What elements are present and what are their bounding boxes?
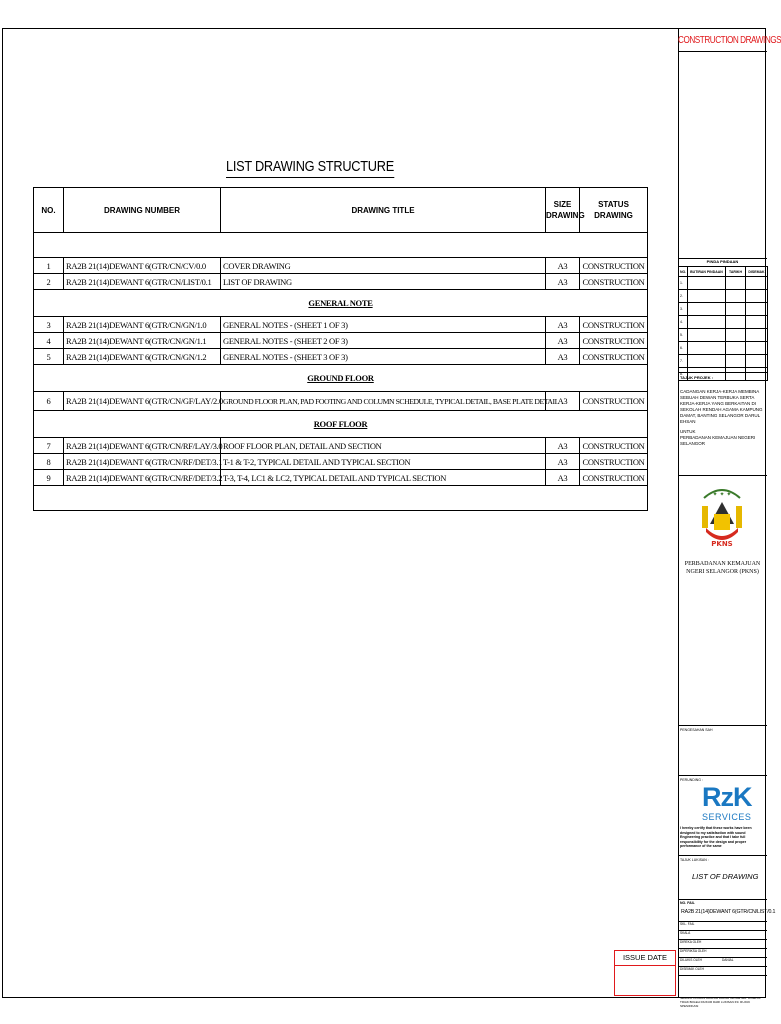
row-size: A3 <box>546 349 580 365</box>
blank-cell <box>34 486 648 511</box>
row-title: GENERAL NOTES - (SHEET 3 OF 3) <box>221 349 546 365</box>
section-label: GENERAL NOTE <box>308 298 373 308</box>
table-row <box>34 392 648 411</box>
row-title: T-3, T-4, LC1 & LC2, TYPICAL DETAIL AND TYPICAL SECTION <box>221 470 546 486</box>
row-number: RA2B 21(14)DEWANT 6(GTR/CN/RF/DET/3.1 <box>64 454 221 470</box>
drawing-number-block <box>678 900 776 922</box>
section-label: ROOF FLOOR <box>313 419 368 429</box>
section-roof-floor <box>34 411 648 438</box>
row-size: A3 <box>546 258 580 274</box>
table-row <box>34 274 648 290</box>
revision-row <box>679 329 768 342</box>
rev-col-desc: BUTIRAN PINDAAN <box>688 267 726 277</box>
revision-row <box>679 342 768 355</box>
row-title: GENERAL NOTES - (SHEET 2 OF 3) <box>221 333 546 349</box>
row-no: 5 <box>34 349 64 365</box>
table-row <box>34 454 648 470</box>
table-row <box>34 470 648 486</box>
row-number: RA2B 21(14)DEWANT 6(GTR/CN/CV/0.0 <box>64 258 221 274</box>
footer-note: SEGALA UKURAN ADALAH DALAM MILIMETER. DIMENSI TIDAK BOLEH DIUKUR DARI LUKISAN INI. RUJUK SPESIFIKASI <box>680 996 761 1008</box>
row-number: RA2B 21(14)DEWANT 6(GTR/CN/GN/1.0 <box>64 317 221 333</box>
meta-row <box>678 922 767 931</box>
meta-label: DIPERIKSA OLEH <box>680 949 707 953</box>
table-row <box>34 438 648 454</box>
project-description: CADANGAN KERJA-KERJA MEMBINA SEBUAH DEWAN TERBUKA SERTA KERJA-KERJA YANG BERKAITAN DI SEKOLAH RENDAH AGAMA KAMPUNG DAMAT, BANTING SELANGOR DARUL EHSAN <box>680 389 763 424</box>
row-title: GENERAL NOTES - (SHEET 1 OF 3) <box>221 317 546 333</box>
certify-text: I hereby certify that these works have been designed to my satisfaction with sound Engineering practice and that I take full responsibility for the design and proper performance of the same <box>680 826 752 848</box>
blank-row <box>34 486 648 511</box>
drawing-name: LIST OF DRAWING <box>692 872 759 881</box>
row-no: 6 <box>34 392 64 411</box>
rev-col-date: TARIKH <box>726 267 746 277</box>
row-status: CONSTRUCTION <box>580 438 648 454</box>
row-size: A3 <box>546 274 580 290</box>
meta-row <box>678 967 767 976</box>
title-block <box>678 29 781 1008</box>
rev-no: 1. <box>679 277 688 290</box>
row-status: CONSTRUCTION <box>580 274 648 290</box>
header-status-line1: STATUS <box>598 200 629 209</box>
revision-heading: PINDA PINDAAN <box>706 259 739 264</box>
table-row <box>34 333 648 349</box>
meta-row <box>678 940 767 949</box>
row-number: RA2B 21(14)DEWANT 6(GTR/CN/LIST/0.1 <box>64 274 221 290</box>
row-size: A3 <box>546 454 580 470</box>
tajuk-lukisan-label: TAJUK LUKISAN : <box>680 858 709 862</box>
pengesahan-label: PENGESAHAN SAH <box>680 728 713 732</box>
header-no: NO. <box>34 188 64 233</box>
revision-row <box>679 277 768 290</box>
row-number: RA2B 21(14)DEWANT 6(GTR/CN/RF/DET/3.2 <box>64 470 221 486</box>
issue-date-label: ISSUE DATE <box>615 951 675 966</box>
row-no: 4 <box>34 333 64 349</box>
row-no: 8 <box>34 454 64 470</box>
table-header-row <box>34 188 648 233</box>
row-title: GROUND FLOOR PLAN, PAD FOOTING AND COLUMN SCHEDULE, TYPICAL DETAIL, BASE PLATE DETAIL <box>221 392 546 411</box>
drawing-number: RA2B 21(14)DEWANT 6(GTR/CN/LIST/0.1 <box>681 909 776 915</box>
row-title: T-1 & T-2, TYPICAL DETAIL AND TYPICAL SECTION <box>221 454 546 470</box>
client-line: PERBADANAN KEMAJUAN NEGERI SELANGOR <box>680 435 756 446</box>
rev-no: 8. <box>679 368 688 381</box>
rev-no: 4. <box>679 316 688 329</box>
header-status <box>580 188 648 233</box>
no-fail-label: NO. FAIL <box>680 901 695 905</box>
row-size: A3 <box>546 392 580 411</box>
row-title: ROOF FLOOR PLAN, DETAIL AND SECTION <box>221 438 546 454</box>
row-no: 9 <box>34 470 64 486</box>
revision-table <box>678 266 768 381</box>
untuk-label: UNTUK <box>680 429 696 434</box>
meta-value: DANIAL <box>722 958 734 962</box>
rev-col-checked: DISEMAK <box>746 267 768 277</box>
svg-text:✦ ✦ ✦: ✦ ✦ ✦ <box>712 491 732 498</box>
section-row <box>34 411 648 438</box>
construction-drawings-header: CONSTRUCTION DRAWINGS <box>678 29 767 52</box>
meta-label: SKL. FAIL <box>680 922 695 926</box>
row-status: CONSTRUCTION <box>580 258 648 274</box>
meta-label: DIREKA OLEH <box>680 940 702 944</box>
row-status: CONSTRUCTION <box>580 317 648 333</box>
row-status: CONSTRUCTION <box>580 454 648 470</box>
pkns-logo-icon <box>694 484 750 550</box>
rev-no: 6. <box>679 342 688 355</box>
meta-label: DILUKIS OLEH <box>680 958 702 962</box>
meta-block <box>678 922 767 1008</box>
header-size <box>546 188 585 233</box>
blank-row <box>34 233 648 258</box>
meta-row <box>678 958 767 967</box>
meta-label: SKALA <box>680 931 691 935</box>
project-description-block <box>678 372 767 476</box>
meta-label: DISEMAK OLEH <box>680 967 704 971</box>
table-row <box>34 258 648 274</box>
row-no: 1 <box>34 258 64 274</box>
row-title: COVER DRAWING <box>221 258 546 274</box>
pengesahan-block <box>678 726 767 776</box>
title-block-blank <box>678 52 767 259</box>
drawing-title-block <box>678 856 767 900</box>
header-size-line2: DRAWING <box>546 211 585 220</box>
rev-no: 5. <box>679 329 688 342</box>
revision-row <box>679 316 768 329</box>
drawing-frame <box>2 28 781 1008</box>
row-no: 3 <box>34 317 64 333</box>
revision-row <box>679 290 768 303</box>
rev-col-no: NO. <box>679 267 688 277</box>
header-size-line1: SIZE <box>553 200 572 209</box>
client-logo-block <box>678 476 767 726</box>
perunding-label: PERUNDING : <box>680 778 703 782</box>
row-number: RA2B 21(14)DEWANT 6(GTR/CN/GN/1.2 <box>64 349 221 365</box>
consultant-block <box>678 776 767 856</box>
drawing-list-table <box>33 187 648 511</box>
section-label: GROUND FLOOR <box>307 373 374 383</box>
row-number: RA2B 21(14)DEWANT 6(GTR/CN/GN/1.1 <box>64 333 221 349</box>
rzk-logo-text: RzK <box>702 782 752 812</box>
header-status-line2: DRAWING <box>594 211 633 220</box>
blank-cell <box>34 233 648 258</box>
row-no: 7 <box>34 438 64 454</box>
row-title: LIST OF DRAWING <box>221 274 546 290</box>
row-size: A3 <box>546 438 580 454</box>
meta-row <box>678 949 767 958</box>
row-number: RA2B 21(14)DEWANT 6(GTR/CN/RF/LAY/3.0 <box>64 438 221 454</box>
revision-row <box>679 355 768 368</box>
rzk-services-text: SERVICES <box>702 812 752 822</box>
revision-row <box>679 303 768 316</box>
table-row <box>34 349 648 365</box>
row-size: A3 <box>546 470 580 486</box>
row-size: A3 <box>546 317 580 333</box>
row-status: CONSTRUCTION <box>580 333 648 349</box>
section-general-note <box>34 290 648 317</box>
header-drawing-number: DRAWING NUMBER <box>64 188 221 233</box>
row-status: CONSTRUCTION <box>580 392 648 411</box>
meta-row <box>678 931 767 940</box>
header-drawing-title: DRAWING TITLE <box>221 188 546 233</box>
section-row <box>34 290 648 317</box>
section-ground-floor <box>34 365 648 392</box>
row-no: 2 <box>34 274 64 290</box>
table-row <box>34 317 648 333</box>
rev-no: 3. <box>679 303 688 316</box>
drawing-sheet <box>3 29 679 997</box>
revision-header-row <box>679 267 768 277</box>
issue-date-box <box>614 950 676 996</box>
rev-no: 7. <box>679 355 688 368</box>
row-status: CONSTRUCTION <box>580 349 648 365</box>
tajuk-projek-label: TAJUK PROJEK : <box>680 375 714 380</box>
row-number: RA2B 21(14)DEWANT 6(GTR/CN/GF/LAY/2.0 <box>64 392 221 411</box>
row-status: CONSTRUCTION <box>580 470 648 486</box>
row-size: A3 <box>546 333 580 349</box>
page-title: LIST DRAWING STRUCTURE <box>226 158 394 178</box>
section-row <box>34 365 648 392</box>
pkns-logo-text: PKNS <box>711 540 733 548</box>
client-name: PERBADANAN KEMAJUAN NGERI SELANGOR (PKNS) <box>684 561 761 575</box>
rev-no: 2. <box>679 290 688 303</box>
